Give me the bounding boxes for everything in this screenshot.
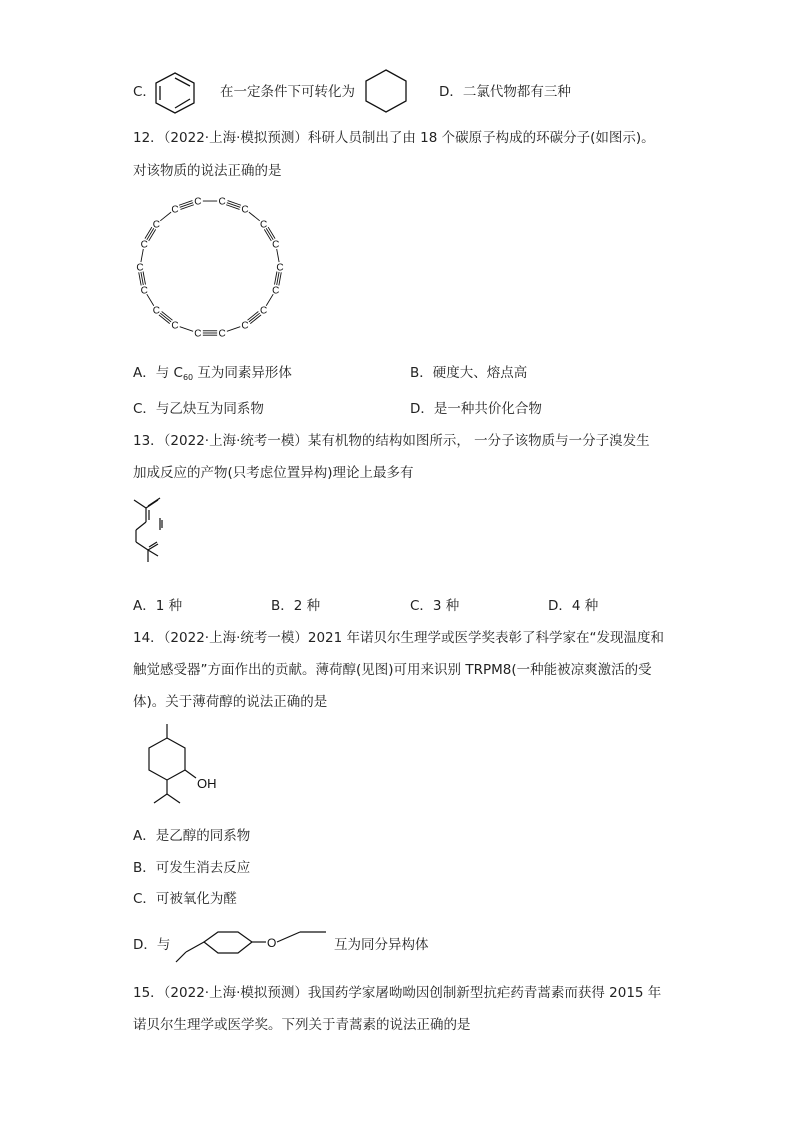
ring-bond [226, 205, 239, 210]
menthol-oh-label: OH [197, 776, 217, 791]
ring-bond [277, 272, 279, 285]
ring-bond [141, 272, 143, 285]
diene-structure [128, 490, 178, 570]
q12-option-a: A．与 $C_{60}$ 互为同素异形体 [133, 365, 292, 382]
q14-option-a: A．是乙醇的同系物 [133, 828, 251, 844]
ring-carbon-atom: C [218, 196, 226, 208]
q12-stem-line2: 对该物质的说法正确的是 [133, 163, 282, 179]
ring-bond [227, 327, 240, 332]
ring-bond [147, 294, 154, 306]
q13-option-a: A．1 种 [133, 598, 183, 614]
q13-option-c: C．3 种 [410, 598, 460, 614]
ring-bond [228, 201, 241, 206]
ring-bond [141, 249, 143, 262]
ring-bond [180, 205, 193, 210]
ring-carbon-atom: C [140, 239, 148, 251]
ring-carbon-atom: C [152, 219, 160, 231]
ring-carbon-atom: C [136, 262, 144, 274]
ring-bond [180, 327, 193, 332]
ring-bond [249, 212, 260, 221]
ring-carbon-atom: C [194, 196, 202, 208]
q11-option-d: D．二氯代物都有三种 [439, 84, 571, 100]
ring-carbon-atom: C [241, 204, 249, 216]
ring-carbon-atom: C [140, 285, 148, 297]
ring-carbon-atom: C [272, 285, 280, 297]
q15-stem-line1: 15．（2022·上海·模拟预测）我国药学家屠呦呦因创制新型抗疟药青蒿素而获得 2015 年 [133, 985, 662, 1001]
ring-carbon-atom: C [171, 204, 179, 216]
q13-stem-line2: 加成反应的产物(只考虑位置异构)理论上最多有 [133, 465, 414, 481]
q13-stem-line1: 13．（2022·上海·统考一模）某有机物的结构如图所示， 一分子该物质与一分子溴发生 [133, 433, 650, 449]
ring-carbon-atom: C [194, 328, 202, 340]
q14-option-b: B．可发生消去反应 [133, 860, 251, 876]
q15-stem-line2: 诺贝尔生理学或医学奖。下列关于青蒿素的说法正确的是 [133, 1017, 471, 1033]
q14-option-d-prefix: D．与 [133, 937, 171, 953]
ring-bond [227, 203, 240, 208]
q14-option-c: C．可被氧化为醛 [133, 891, 237, 907]
ring-carbon-atom: C [241, 320, 249, 332]
menthol-structure [130, 718, 240, 818]
ring-carbon-atom: C [276, 262, 284, 274]
ether-oxygen-label: O [267, 936, 277, 950]
q14-stem-line1: 14．（2022·上海·统考一模）2021 年诺贝尔生理学或医学奖表彰了科学家在“发现温度和 [133, 630, 665, 646]
q14-option-d-suffix: 互为同分异构体 [334, 937, 429, 953]
ring-carbon-atom: C [171, 320, 179, 332]
cyclohexane-structure [362, 68, 410, 114]
q11-option-c-text: 在一定条件下可转化为 [220, 84, 355, 100]
q12-option-c: C．与乙炔互为同系物 [133, 401, 264, 417]
cyclocarbon-ring-structure [130, 190, 290, 345]
q12-option-b: B．硬度大、熔点高 [410, 365, 528, 381]
ring-bond [180, 203, 193, 208]
ether-structure [172, 922, 332, 968]
q14-stem-line3: 体)。关于薄荷醇的说法正确的是 [133, 694, 328, 710]
q12-option-d: D．是一种共价化合物 [410, 401, 542, 417]
ring-carbon-atom: C [260, 305, 268, 317]
q11-option-c-label: C． [133, 84, 156, 100]
ring-bond [277, 249, 279, 262]
ring-carbon-atom: C [218, 328, 226, 340]
benzene-structure [150, 70, 200, 114]
q14-stem-line2: 触觉感受器”方面作出的贡献。薄荷醇(见图)可用来识别 TRPM8(一种能被凉爽激活的受 [133, 662, 652, 678]
ring-carbon-atom: C [260, 219, 268, 231]
ring-carbon-atom: C [152, 305, 160, 317]
q13-option-b: B．2 种 [271, 598, 321, 614]
ring-bond [139, 272, 141, 285]
ring-bond [160, 212, 171, 221]
ring-bond [279, 272, 281, 285]
ring-bond [179, 201, 192, 206]
ring-carbon-atom: C [272, 239, 280, 251]
q13-option-d: D．4 种 [548, 598, 599, 614]
q12-stem-line1: 12．（2022·上海·模拟预测）科研人员制出了由 18 个碳原子构成的环碳分子(如图示)。 [133, 130, 655, 146]
